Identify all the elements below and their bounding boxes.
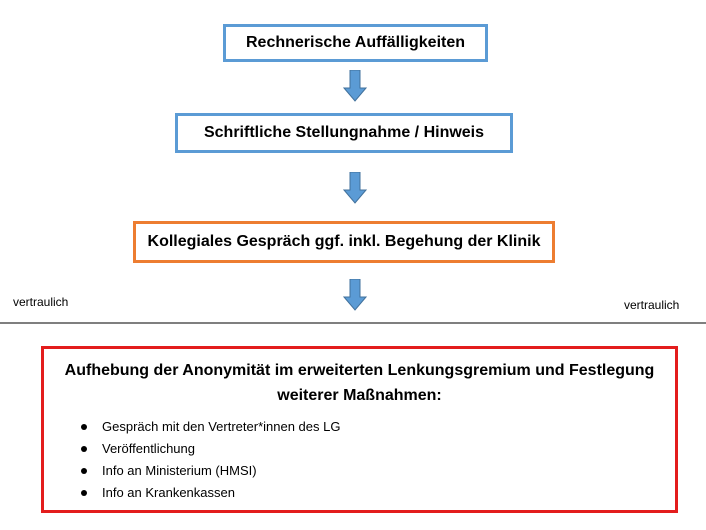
final-title-line2: weiterer Maßnahmen:: [277, 387, 442, 404]
final-measures-title: [64, 358, 655, 408]
confidential-label-right: vertraulich: [624, 298, 680, 312]
list-item: [44, 460, 675, 482]
arrow-down-icon: [343, 279, 367, 311]
list-item-text: Gespräch mit den Vertreter*innen des LG: [102, 419, 341, 434]
step-label: Rechnerische Auffälligkeiten: [245, 34, 466, 51]
step-label: Kollegiales Gespräch ggf. inkl. Begehung der Klinik: [147, 233, 541, 250]
step-box-rechnerische-auffaelligkeiten: [223, 24, 488, 62]
list-item-text: Veröffentlichung: [102, 441, 195, 456]
final-title-line1: Aufhebung der Anonymität im erweiterten Lenkungsgremium und Festlegung: [64, 362, 655, 379]
list-item: [44, 482, 675, 504]
step-box-schriftliche-stellungnahme: [175, 113, 513, 153]
list-item: [44, 438, 675, 460]
list-item: [44, 416, 675, 438]
confidential-label-left: vertraulich: [13, 295, 69, 309]
bullet-icon: [81, 446, 87, 452]
arrow-down-icon: [343, 70, 367, 102]
confidentiality-divider: [0, 322, 706, 324]
list-item-text: Info an Krankenkassen: [102, 485, 235, 500]
step-box-kollegiales-gespraech: [133, 221, 555, 263]
bullet-icon: [81, 424, 87, 430]
arrow-down-icon: [343, 172, 367, 204]
list-item-text: Info an Ministerium (HMSI): [102, 463, 257, 478]
bullet-icon: [81, 468, 87, 474]
bullet-icon: [81, 490, 87, 496]
final-measures-box: [41, 346, 678, 513]
step-label: Schriftliche Stellungnahme / Hinweis: [203, 124, 485, 141]
measures-list: [44, 416, 675, 504]
